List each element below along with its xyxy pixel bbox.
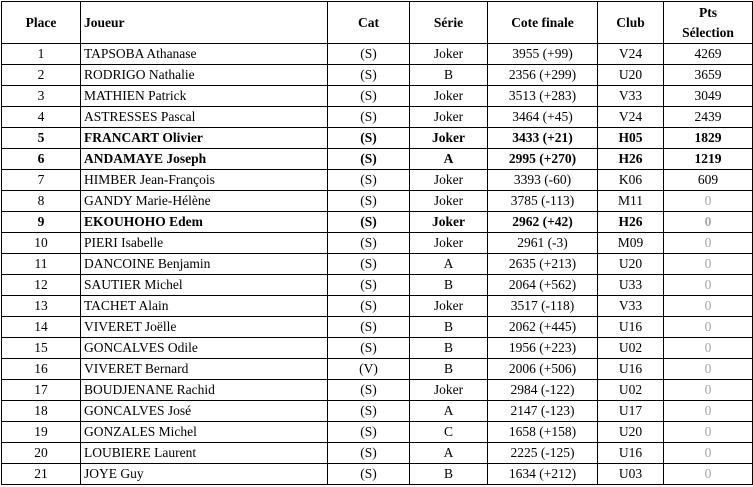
table-row xyxy=(2,149,753,170)
cell-club: H26 xyxy=(598,212,664,233)
cell-cote: 1658 (+158) xyxy=(488,422,598,443)
cell-pts: 2439 xyxy=(664,107,753,128)
cell-serie: B xyxy=(410,359,488,380)
cell-joueur: GONCALVES Odile xyxy=(81,338,328,359)
cell-cat: (S) xyxy=(328,149,410,170)
cell-serie: A xyxy=(410,254,488,275)
cell-cat: (S) xyxy=(328,254,410,275)
cell-place: 14 xyxy=(2,317,81,338)
cell-joueur: DANCOINE Benjamin xyxy=(81,254,328,275)
cell-joueur: TACHET Alain xyxy=(81,296,328,317)
cell-joueur: LOUBIERE Laurent xyxy=(81,443,328,464)
cell-pts: 0 xyxy=(664,212,753,233)
table-body xyxy=(2,44,753,485)
cell-pts: 1829 xyxy=(664,128,753,149)
cell-pts: 0 xyxy=(664,443,753,464)
cell-pts: 609 xyxy=(664,170,753,191)
cell-cote: 2961 (-3) xyxy=(488,233,598,254)
cell-cat: (S) xyxy=(328,128,410,149)
cell-pts: 0 xyxy=(664,191,753,212)
cell-club: U20 xyxy=(598,65,664,86)
cell-club: M11 xyxy=(598,191,664,212)
cell-cat: (S) xyxy=(328,380,410,401)
cell-place: 7 xyxy=(2,170,81,191)
table-row xyxy=(2,107,753,128)
cell-serie: B xyxy=(410,464,488,485)
table-row xyxy=(2,44,753,65)
cell-cat: (S) xyxy=(328,233,410,254)
cell-place: 4 xyxy=(2,107,81,128)
cell-serie: B xyxy=(410,275,488,296)
header-cat: Cat xyxy=(328,2,410,44)
table-row xyxy=(2,170,753,191)
cell-place: 1 xyxy=(2,44,81,65)
cell-joueur: JOYE Guy xyxy=(81,464,328,485)
cell-cat: (S) xyxy=(328,212,410,233)
cell-pts: 0 xyxy=(664,401,753,422)
cell-joueur: MATHIEN Patrick xyxy=(81,86,328,107)
cell-place: 9 xyxy=(2,212,81,233)
cell-club: U03 xyxy=(598,464,664,485)
cell-cote: 2225 (-125) xyxy=(488,443,598,464)
header-serie: Série xyxy=(410,2,488,44)
cell-cote: 2635 (+213) xyxy=(488,254,598,275)
cell-cat: (S) xyxy=(328,464,410,485)
table-row xyxy=(2,422,753,443)
cell-pts: 3049 xyxy=(664,86,753,107)
cell-pts: 3659 xyxy=(664,65,753,86)
table-row xyxy=(2,65,753,86)
header-pts-line1: Pts xyxy=(699,4,717,20)
header-pts-line2: Sélection xyxy=(682,24,734,40)
cell-pts: 0 xyxy=(664,233,753,254)
cell-joueur: HIMBER Jean-François xyxy=(81,170,328,191)
header-joueur: Joueur xyxy=(81,2,328,44)
cell-club: H05 xyxy=(598,128,664,149)
cell-place: 11 xyxy=(2,254,81,275)
table-row xyxy=(2,464,753,485)
cell-joueur: SAUTIER Michel xyxy=(81,275,328,296)
cell-cote: 2006 (+506) xyxy=(488,359,598,380)
table-row xyxy=(2,275,753,296)
table-row xyxy=(2,233,753,254)
cell-club: K06 xyxy=(598,170,664,191)
table-row xyxy=(2,296,753,317)
cell-cat: (S) xyxy=(328,191,410,212)
cell-cote: 3393 (-60) xyxy=(488,170,598,191)
table-row xyxy=(2,359,753,380)
cell-serie: B xyxy=(410,317,488,338)
cell-cote: 2356 (+299) xyxy=(488,65,598,86)
cell-cat: (S) xyxy=(328,65,410,86)
table-row xyxy=(2,86,753,107)
header-place: Place xyxy=(2,2,81,44)
cell-club: V24 xyxy=(598,44,664,65)
cell-joueur: GANDY Marie-Hélène xyxy=(81,191,328,212)
cell-joueur: BOUDJENANE Rachid xyxy=(81,380,328,401)
table-row xyxy=(2,380,753,401)
header-club: Club xyxy=(598,2,664,44)
cell-pts: 0 xyxy=(664,275,753,296)
cell-place: 3 xyxy=(2,86,81,107)
cell-cat: (S) xyxy=(328,170,410,191)
cell-serie: A xyxy=(410,443,488,464)
cell-joueur: ASTRESSES Pascal xyxy=(81,107,328,128)
cell-serie: A xyxy=(410,149,488,170)
cell-cat: (V) xyxy=(328,359,410,380)
table-row xyxy=(2,338,753,359)
cell-serie: Joker xyxy=(410,128,488,149)
cell-cat: (S) xyxy=(328,443,410,464)
cell-cote: 3433 (+21) xyxy=(488,128,598,149)
cell-joueur: PIERI Isabelle xyxy=(81,233,328,254)
cell-cote: 1634 (+212) xyxy=(488,464,598,485)
cell-joueur: RODRIGO Nathalie xyxy=(81,65,328,86)
cell-joueur: VIVERET Bernard xyxy=(81,359,328,380)
cell-club: V33 xyxy=(598,86,664,107)
cell-place: 15 xyxy=(2,338,81,359)
table-row xyxy=(2,443,753,464)
cell-cat: (S) xyxy=(328,422,410,443)
cell-pts: 0 xyxy=(664,359,753,380)
cell-serie: Joker xyxy=(410,212,488,233)
table-row xyxy=(2,128,753,149)
cell-place: 5 xyxy=(2,128,81,149)
cell-place: 17 xyxy=(2,380,81,401)
cell-place: 20 xyxy=(2,443,81,464)
cell-serie: Joker xyxy=(410,191,488,212)
cell-joueur: ANDAMAYE Joseph xyxy=(81,149,328,170)
results-table xyxy=(1,1,753,485)
cell-place: 12 xyxy=(2,275,81,296)
cell-pts: 0 xyxy=(664,338,753,359)
cell-club: M09 xyxy=(598,233,664,254)
table-row xyxy=(2,401,753,422)
cell-place: 18 xyxy=(2,401,81,422)
cell-serie: Joker xyxy=(410,107,488,128)
cell-club: U20 xyxy=(598,254,664,275)
table-row xyxy=(2,317,753,338)
table-header xyxy=(2,2,753,44)
cell-serie: Joker xyxy=(410,86,488,107)
cell-cote: 2064 (+562) xyxy=(488,275,598,296)
cell-serie: B xyxy=(410,65,488,86)
cell-cote: 1956 (+223) xyxy=(488,338,598,359)
cell-cote: 3464 (+45) xyxy=(488,107,598,128)
cell-club: U16 xyxy=(598,317,664,338)
cell-pts: 1219 xyxy=(664,149,753,170)
header-row xyxy=(2,2,753,44)
cell-serie: Joker xyxy=(410,233,488,254)
cell-cote: 3513 (+283) xyxy=(488,86,598,107)
header-cote: Cote finale xyxy=(488,2,598,44)
cell-club: U16 xyxy=(598,359,664,380)
cell-club: V33 xyxy=(598,296,664,317)
cell-cat: (S) xyxy=(328,44,410,65)
cell-joueur: VIVERET Joëlle xyxy=(81,317,328,338)
cell-club: V24 xyxy=(598,107,664,128)
table-row xyxy=(2,212,753,233)
cell-cat: (S) xyxy=(328,86,410,107)
table-row xyxy=(2,254,753,275)
cell-serie: Joker xyxy=(410,170,488,191)
cell-place: 19 xyxy=(2,422,81,443)
cell-pts: 0 xyxy=(664,422,753,443)
cell-pts: 0 xyxy=(664,296,753,317)
cell-cote: 2984 (-122) xyxy=(488,380,598,401)
cell-place: 8 xyxy=(2,191,81,212)
cell-place: 6 xyxy=(2,149,81,170)
cell-joueur: GONZALES Michel xyxy=(81,422,328,443)
cell-club: U16 xyxy=(598,443,664,464)
cell-cat: (S) xyxy=(328,401,410,422)
cell-serie: Joker xyxy=(410,296,488,317)
cell-pts: 0 xyxy=(664,464,753,485)
cell-place: 2 xyxy=(2,65,81,86)
cell-cote: 3955 (+99) xyxy=(488,44,598,65)
cell-joueur: TAPSOBA Athanase xyxy=(81,44,328,65)
cell-cat: (S) xyxy=(328,275,410,296)
cell-club: U02 xyxy=(598,380,664,401)
cell-club: U33 xyxy=(598,275,664,296)
cell-place: 21 xyxy=(2,464,81,485)
cell-club: U20 xyxy=(598,422,664,443)
cell-place: 13 xyxy=(2,296,81,317)
cell-cote: 2962 (+42) xyxy=(488,212,598,233)
cell-club: U17 xyxy=(598,401,664,422)
cell-serie: A xyxy=(410,401,488,422)
cell-joueur: FRANCART Olivier xyxy=(81,128,328,149)
cell-cote: 2147 (-123) xyxy=(488,401,598,422)
cell-pts: 0 xyxy=(664,317,753,338)
cell-place: 16 xyxy=(2,359,81,380)
table-row xyxy=(2,191,753,212)
cell-cote: 3785 (-113) xyxy=(488,191,598,212)
cell-pts: 0 xyxy=(664,380,753,401)
cell-joueur: GONCALVES José xyxy=(81,401,328,422)
cell-pts: 0 xyxy=(664,254,753,275)
cell-club: U02 xyxy=(598,338,664,359)
cell-pts: 4269 xyxy=(664,44,753,65)
cell-cat: (S) xyxy=(328,338,410,359)
cell-cat: (S) xyxy=(328,107,410,128)
cell-place: 10 xyxy=(2,233,81,254)
cell-serie: B xyxy=(410,338,488,359)
cell-club: H26 xyxy=(598,149,664,170)
cell-cat: (S) xyxy=(328,317,410,338)
cell-serie: C xyxy=(410,422,488,443)
cell-serie: Joker xyxy=(410,44,488,65)
cell-cote: 3517 (-118) xyxy=(488,296,598,317)
cell-cote: 2062 (+445) xyxy=(488,317,598,338)
header-pts xyxy=(664,2,753,44)
cell-serie: Joker xyxy=(410,380,488,401)
cell-cat: (S) xyxy=(328,296,410,317)
cell-joueur: EKOUHOHO Edem xyxy=(81,212,328,233)
cell-cote: 2995 (+270) xyxy=(488,149,598,170)
